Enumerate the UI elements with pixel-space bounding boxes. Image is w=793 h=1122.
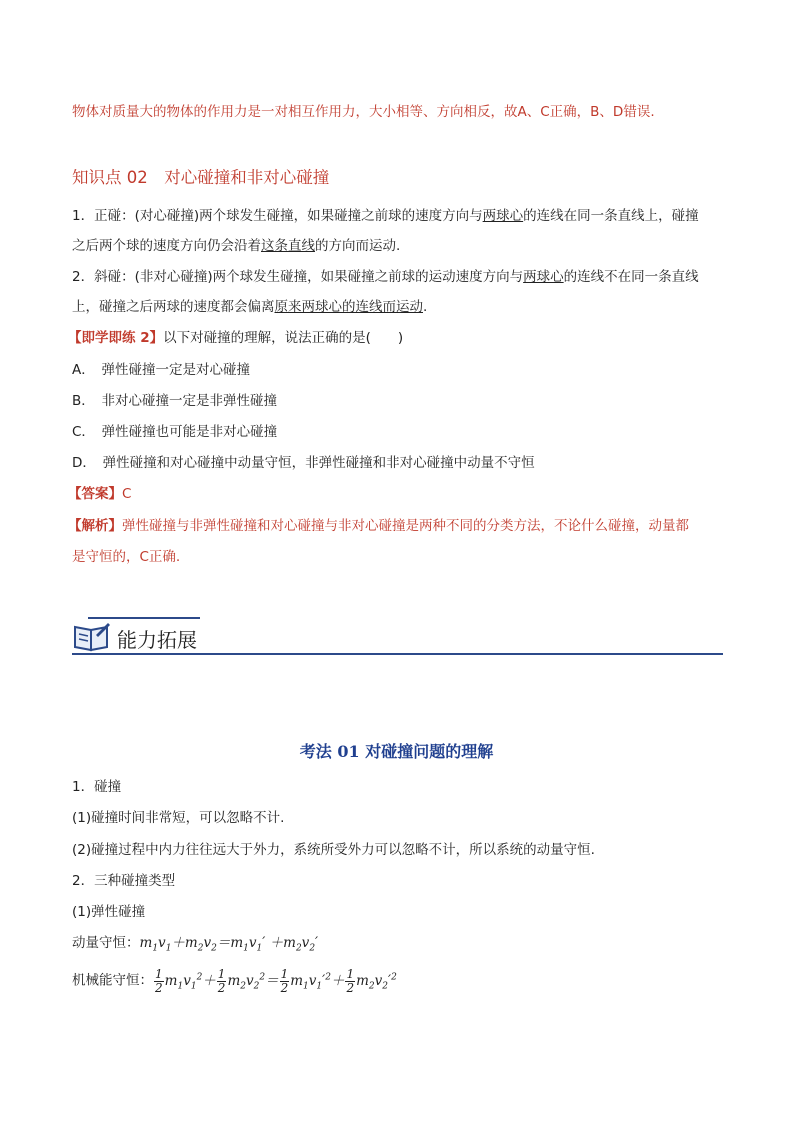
momentum-label: 动量守恒：	[72, 935, 140, 951]
analysis-text-1: 弹性碰撞与非弹性碰撞和对心碰撞与非对心碰撞是两种不同的分类方法，不论什么碰撞，动量都	[122, 518, 689, 534]
energy-label: 机械能守恒：	[72, 972, 153, 989]
answer-line	[68, 484, 131, 504]
kp02-p1b-text: 之后两个球的速度方向仍会沿着	[72, 238, 261, 254]
momentum-equation	[72, 933, 318, 959]
section-bottom-rule	[72, 653, 723, 655]
kp02-p2-text-end: 的连线不在同一条直线	[563, 269, 699, 285]
exercise-question	[68, 328, 403, 348]
kp02-p1-underline: 两球心	[482, 208, 524, 224]
exercise-question-text: 以下对碰撞的理解，说法正确的是( )	[163, 330, 404, 346]
kp02-p2b-text-end: .	[423, 299, 428, 315]
kp02-p2-text: 2．斜碰：(非对心碰撞)两个球发生碰撞，如果碰撞之前球的运动速度方向与	[72, 269, 524, 285]
momentum-formula: $m_1v_1+m_2v_2=m_1v_1' +m_2v_2'$	[139, 935, 319, 954]
kp02-p1b-underline: 这条直线	[261, 238, 315, 254]
answer-tag: 【答案】	[68, 486, 122, 502]
method-title-row	[0, 739, 793, 762]
exercise-option-d: D． 弹性碰撞和对心碰撞中动量守恒，非弹性碰撞和非对心碰撞中动量不守恒	[72, 455, 535, 471]
exercise-option-c: C． 弹性碰撞也可能是非对心碰撞	[72, 424, 278, 440]
method-line-5: (1)弹性碰撞	[72, 904, 146, 920]
section-title: 能力拓展	[117, 628, 197, 652]
analysis-line-1	[68, 516, 689, 536]
exercise-option-a: A． 弹性碰撞一定是对心碰撞	[72, 362, 250, 378]
section-top-rule	[88, 617, 200, 619]
kp02-p1-text: 1．正碰：(对心碰撞)两个球发生碰撞，如果碰撞之前球的速度方向与	[72, 208, 483, 224]
analysis-line-2: 是守恒的，C正确.	[72, 549, 181, 565]
kp02-p2b-underline: 原来两球心的连线而运动	[274, 299, 423, 315]
kp02-heading: 知识点 02 对心碰撞和非对心碰撞	[72, 168, 330, 187]
exercise-option-b: B． 非对心碰撞一定是非弹性碰撞	[72, 393, 278, 409]
method-line-1: 1．碰撞	[72, 779, 122, 795]
intro-text: 物体对质量大的物体的作用力是一对相互作用力，大小相等、方向相反，故A、C正确，B、D错误.	[72, 104, 655, 120]
book-icon	[72, 621, 112, 653]
kp02-paragraph-2b	[72, 297, 427, 317]
kp02-p2b-text: 上，碰撞之后两球的速度都会偏离	[72, 299, 275, 315]
method-line-4: 2．三种碰撞类型	[72, 873, 176, 889]
kp02-paragraph-2	[72, 267, 699, 287]
kp02-paragraph-1b	[72, 236, 400, 256]
method-line-2: (1)碰撞时间非常短，可以忽略不计.	[72, 810, 285, 826]
kp02-p1-text-end: 的连线在同一条直线上，碰撞	[523, 208, 699, 224]
exercise-tag: 【即学即练 2】	[68, 330, 164, 346]
kp02-paragraph-1	[72, 206, 699, 226]
kp02-p2-underline: 两球心	[523, 269, 564, 285]
method-title: 考法 01 对碰撞问题的理解	[299, 742, 494, 761]
method-line-3: (2)碰撞过程中内力往往远大于外力，系统所受外力可以忽略不计，所以系统的动量守恒.	[72, 842, 595, 858]
answer-value: C	[122, 486, 132, 502]
energy-equation	[72, 962, 397, 1001]
energy-formula: $\frac{1}{2}$ $m_1v_1^2+$ $\frac{1}{2}$ $m_2v_2^2=$ $\frac{1}{2}$ $m_1v_1'^2+$ $\frac{1}{2}$ $m_2v_2'^2$	[155, 966, 397, 995]
kp02-p1b-text-end: 的方向而运动.	[315, 238, 401, 254]
analysis-tag: 【解析】	[68, 518, 122, 534]
